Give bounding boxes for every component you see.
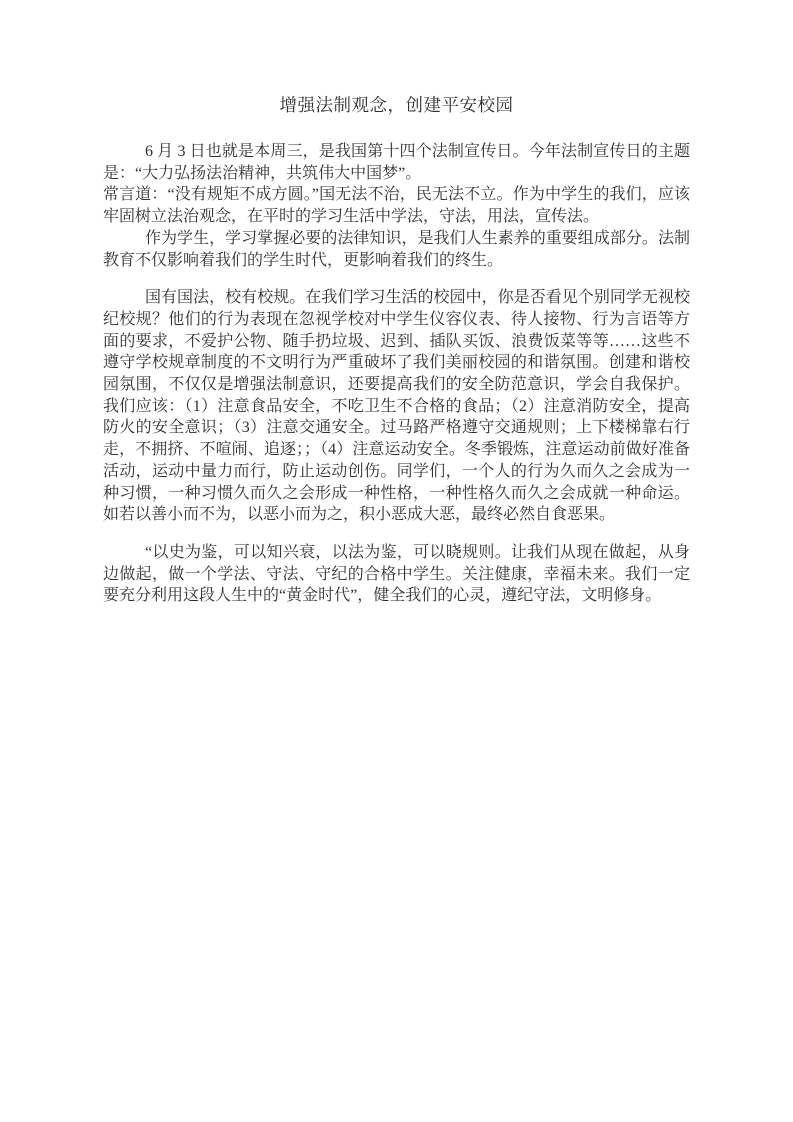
document-title: 增强法制观念，创建平安校园 <box>279 95 514 115</box>
paragraph-legal-education: 作为学生，学习掌握必要的法律知识，是我们人生素养的重要组成部分。法制教育不仅影响着我们的学生时代，更影响着我们的终生。 <box>103 229 690 269</box>
paragraph-school-rules-safety: 国有国法，校有校规。在我们学习生活的校园中，你是否看见个别同学无视校纪校规？他们的行为表现在忽视学校对中学生仪容仪表、待人接物、行为言语等方面的要求，不爱护公物、随手扔垃圾、迟到、插队买饭、浪费饭菜等等……这些不遵守学校规章制度的不文明行为严重破坏了我们美丽校园的和谐氛围。创建和谐校园氛围，不仅仅是增强法制意识，还要提高我们的安全防范意识，学会自我保护。我们应该：（1）注意食品安全，不吃卫生不合格的食品；（2）注意消防安全，提高防火的安全意识；（3）注意交通安全。过马路严格遵守交通规则；上下楼梯靠右行走，不拥挤、不喧闹、追逐；；（4）注意运动安全。冬季锻炼，注意运动前做好准备活动，运动中量力而行，防止运动创伤。同学们，一个人的行为久而久之会成为一种习惯，一种习惯久而久之会形成一种性格，一种性格久而久之会成就一种命运。如若以善小而不为，以恶小而为之，积小恶成大恶，最终必然自食恶果。 <box>103 289 690 524</box>
paragraph-proverb: 常言道：“没有规矩不成方圆。”国无法不治，民无法不立。作为中学生的我们，应该牢固树立法治观念，在平时的学习生活中学法，守法，用法，宣传法。 <box>103 186 690 226</box>
paragraph-conclusion: “以史为鉴，可以知兴衰，以法为鉴，可以晓规则。让我们从现在做起，从身边做起，做一个学法、守法、守纪的合格中学生。关注健康，幸福未来。我们一定要充分利用这段人生中的“黄金时代”，健全我们的心灵，遵纪守法，文明修身。 <box>103 543 690 605</box>
paragraph-intro: 6 月 3 日也就是本周三，是我国第十四个法制宣传日。今年法制宣传日的主题是：“大力弘扬法治精神，共筑伟大中国梦”。 <box>103 143 690 182</box>
